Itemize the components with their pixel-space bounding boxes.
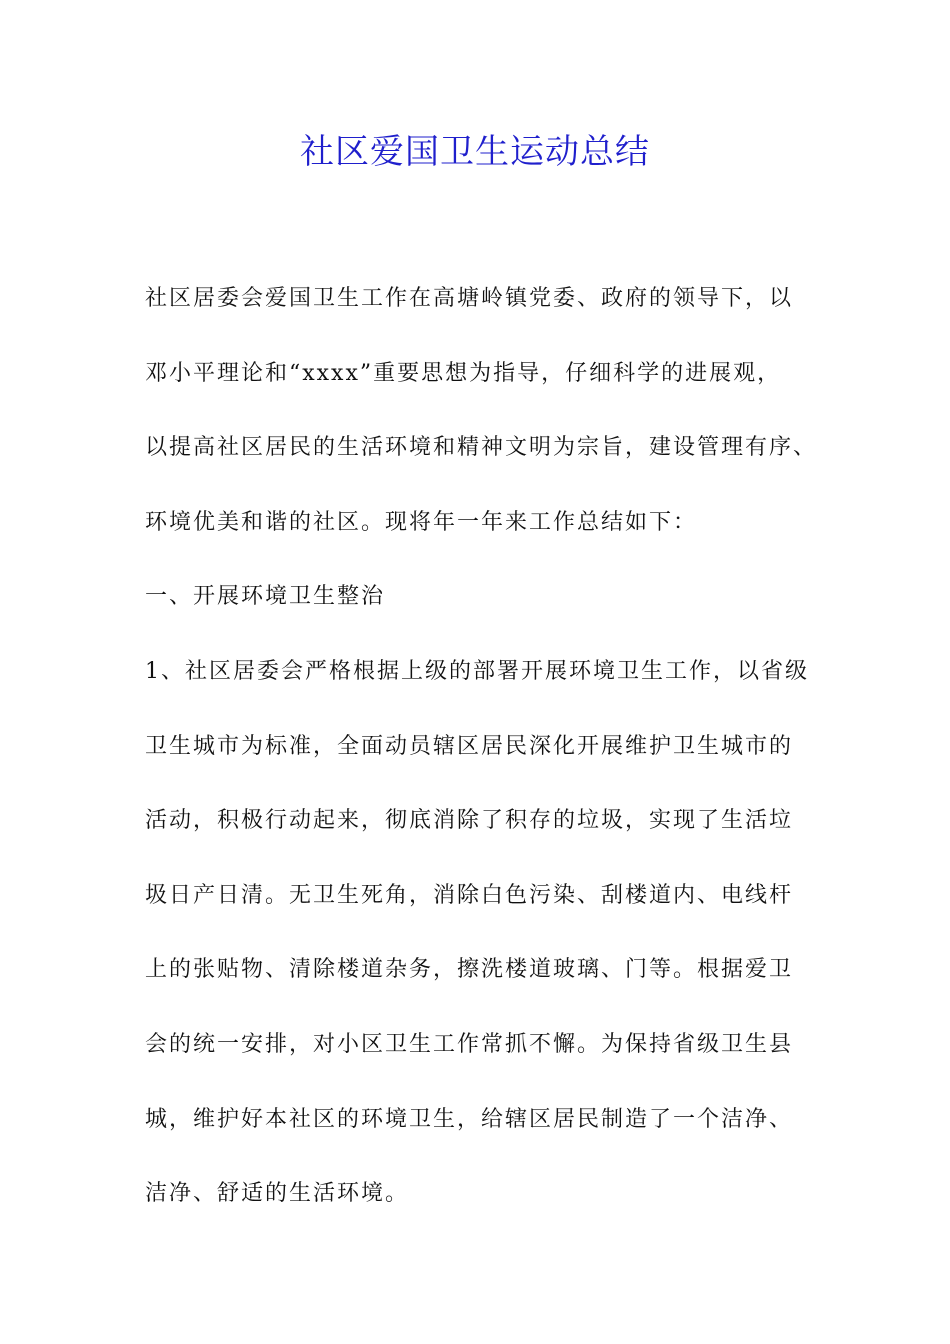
body-line-9: 圾日产日清。无卫生死角，消除白色污染、刮楼道内、电线杆 (145, 882, 794, 908)
body-line-13: 洁净、舒适的生活环境。 (145, 1181, 410, 1207)
body-line-8: 活动，积极行动起来，彻底消除了积存的垃圾，实现了生活垃 (145, 808, 794, 834)
body-line-1: 社区居委会爱国卫生工作在高塘岭镇党委、政府的领导下，以 (145, 286, 794, 311)
body-line-10: 上的张贴物、清除楼道杂务，擦洗楼道玻璃、门等。根据爱卫 (145, 957, 794, 983)
body-line-4: 环境优美和谐的社区。现将年一年来工作总结如下： (145, 509, 698, 535)
body-line-11: 会的统一安排，对小区卫生工作常抓不懈。为保持省级卫生县 (145, 1031, 794, 1057)
body-line-12: 城，维护好本社区的环境卫生，给辖区居民制造了一个洁净、 (145, 1106, 794, 1132)
body-line-6: 1、社区居委会严格根据上级的部署开展环境卫生工作，以省级 (145, 658, 809, 684)
body-line-2: 邓小平理论和“xxxx”重要思想为指导，仔细科学的进展观， (145, 360, 782, 386)
body-line-7: 卫生城市为标准，全面动员辖区居民深化开展维护卫生城市的 (145, 733, 794, 759)
section-heading-1: 一、开展环境卫生整治 (145, 584, 386, 610)
body-line-3: 以提高社区居民的生活环境和精神文明为宗旨，建设管理有序、 (145, 435, 818, 461)
document-body (145, 262, 835, 1232)
document-title: 社区爱国卫生运动总结 (300, 132, 650, 172)
